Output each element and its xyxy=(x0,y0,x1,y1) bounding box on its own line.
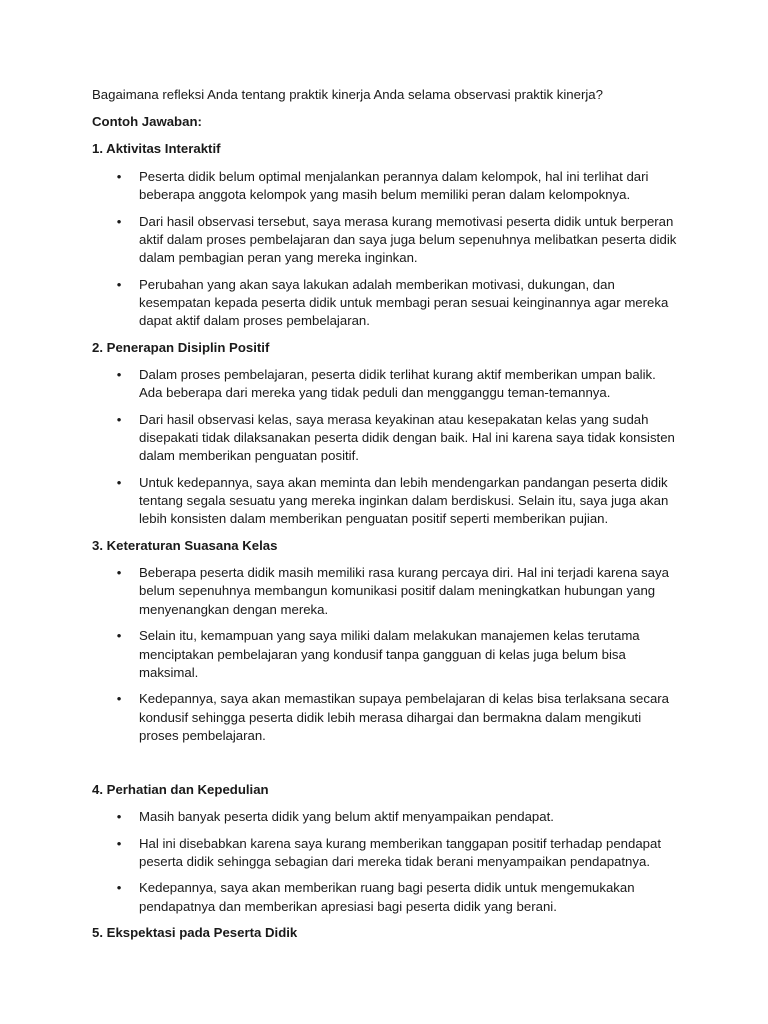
bullet-icon: • xyxy=(116,366,122,382)
list-item-text: Dari hasil observasi kelas, saya merasa keyakinan atau kesepakatan kelas yang sudah disepakati tidak dilaksanakan peserta didik dengan baik. Hal ini karena saya tidak konsisten dalam memberikan penguatan positif. xyxy=(139,411,675,464)
list-item-text: Peserta didik belum optimal menjalankan perannya dalam kelompok, hal ini terlihat dari beberapa anggota kelompok yang masih belum memiliki peran dalam kelompoknya. xyxy=(139,168,649,202)
list-item-text: Untuk kedepannya, saya akan meminta dan lebih mendengarkan pandangan peserta didik tentang segala sesuatu yang mereka inginkan dalam berdiskusi. Selain itu, saya juga akan lebih konsisten dalam memberikan penguatan positif seperti memberikan pujian. xyxy=(139,474,669,527)
bullet-icon: • xyxy=(116,880,122,896)
bullet-icon: • xyxy=(116,835,122,851)
section-1 xyxy=(92,140,682,330)
list-item xyxy=(92,835,682,871)
list-item-text: Kedepannya, saya akan memastikan supaya pembelajaran di kelas bisa terlaksana secara kondusif sehingga peserta didik lebih merasa dihargai dan bermakna dalam mengikuti proses pembelajaran. xyxy=(139,691,670,743)
list-item-text: Perubahan yang akan saya lakukan adalah memberikan motivasi, dukungan, dan kesempatan kepada peserta didik untuk membagi peran sesuai keinginannya agar mereka dapat aktif dalam proses pembelajaran. xyxy=(139,276,669,329)
bullet-list xyxy=(92,808,682,916)
list-item xyxy=(92,808,682,826)
answer-label: Contoh Jawaban: xyxy=(92,114,202,130)
list-item xyxy=(92,879,682,915)
section-heading: 3. Keteraturan Suasana Kelas xyxy=(92,538,278,554)
bullet-icon: • xyxy=(116,474,122,490)
list-item xyxy=(92,627,682,682)
list-item-text: Kedepannya, saya akan memberikan ruang bagi peserta didik untuk mengemukakan pendapatnya dan memberikan apresiasi bagi peserta didik yang berani. xyxy=(139,880,635,914)
section-heading: 5. Ekspektasi pada Peserta Didik xyxy=(92,925,298,941)
question-text: Bagaimana refleksi Anda tentang praktik kinerja Anda selama observasi praktik kinerja? xyxy=(92,87,603,102)
list-item xyxy=(92,690,682,745)
section-heading: 4. Perhatian dan Kepedulian xyxy=(92,781,269,797)
list-item xyxy=(92,474,682,529)
bullet-list xyxy=(92,366,682,529)
bullet-icon: • xyxy=(116,565,122,581)
section-heading: 2. Penerapan Disiplin Positif xyxy=(92,339,270,355)
blank-line xyxy=(92,754,682,781)
list-item xyxy=(92,564,682,619)
list-item-text: Hal ini disebabkan karena saya kurang memberikan tanggapan positif terhadap pendapat peserta didik sehingga sebagian dari mereka tidak berani menyampaikan pendapatnya. xyxy=(139,835,661,869)
bullet-icon: • xyxy=(116,213,122,229)
bullet-icon: • xyxy=(116,276,122,292)
list-item-text: Beberapa peserta didik masih memiliki rasa kurang percaya diri. Hal ini terjadi karena saya belum sepenuhnya membangun komunikasi positif dalam meningkatkan hubungan yang menyenangkan dengan mereka. xyxy=(139,565,669,617)
list-item xyxy=(92,276,682,331)
section-4 xyxy=(92,781,682,916)
document-page xyxy=(92,86,682,952)
list-item-text: Dari hasil observasi tersebut, saya merasa kurang memotivasi peserta didik untuk berperan aktif dalam proses pembelajaran dan saya juga belum sepenuhnya melibatkan peserta didik dalam pembagian peran yang mereka inginkan. xyxy=(139,213,677,265)
bullet-icon: • xyxy=(116,411,122,427)
list-item-text: Selain itu, kemampuan yang saya miliki dalam melakukan manajemen kelas terutama menciptakan pembelajaran yang kondusif tanpa gangguan di kelas juga belum bisa maksimal. xyxy=(139,628,640,680)
list-item xyxy=(92,213,682,268)
section-2 xyxy=(92,339,682,529)
section-3 xyxy=(92,537,682,745)
bullet-icon: • xyxy=(116,691,122,707)
section-heading: 1. Aktivitas Interaktif xyxy=(92,141,221,157)
list-item xyxy=(92,366,682,402)
list-item xyxy=(92,411,682,466)
bullet-list xyxy=(92,564,682,745)
list-item-text: Masih banyak peserta didik yang belum aktif menyampaikan pendapat. xyxy=(139,808,554,824)
bullet-list xyxy=(92,168,682,331)
section-5 xyxy=(92,924,682,942)
bullet-icon: • xyxy=(116,628,122,644)
list-item xyxy=(92,168,682,204)
list-item-text: Dalam proses pembelajaran, peserta didik terlihat kurang aktif memberikan umpan balik. Ada beberapa dari mereka yang tidak peduli dan mengganggu teman-temannya. xyxy=(139,366,656,401)
bullet-icon: • xyxy=(116,168,122,184)
bullet-icon: • xyxy=(116,808,122,824)
